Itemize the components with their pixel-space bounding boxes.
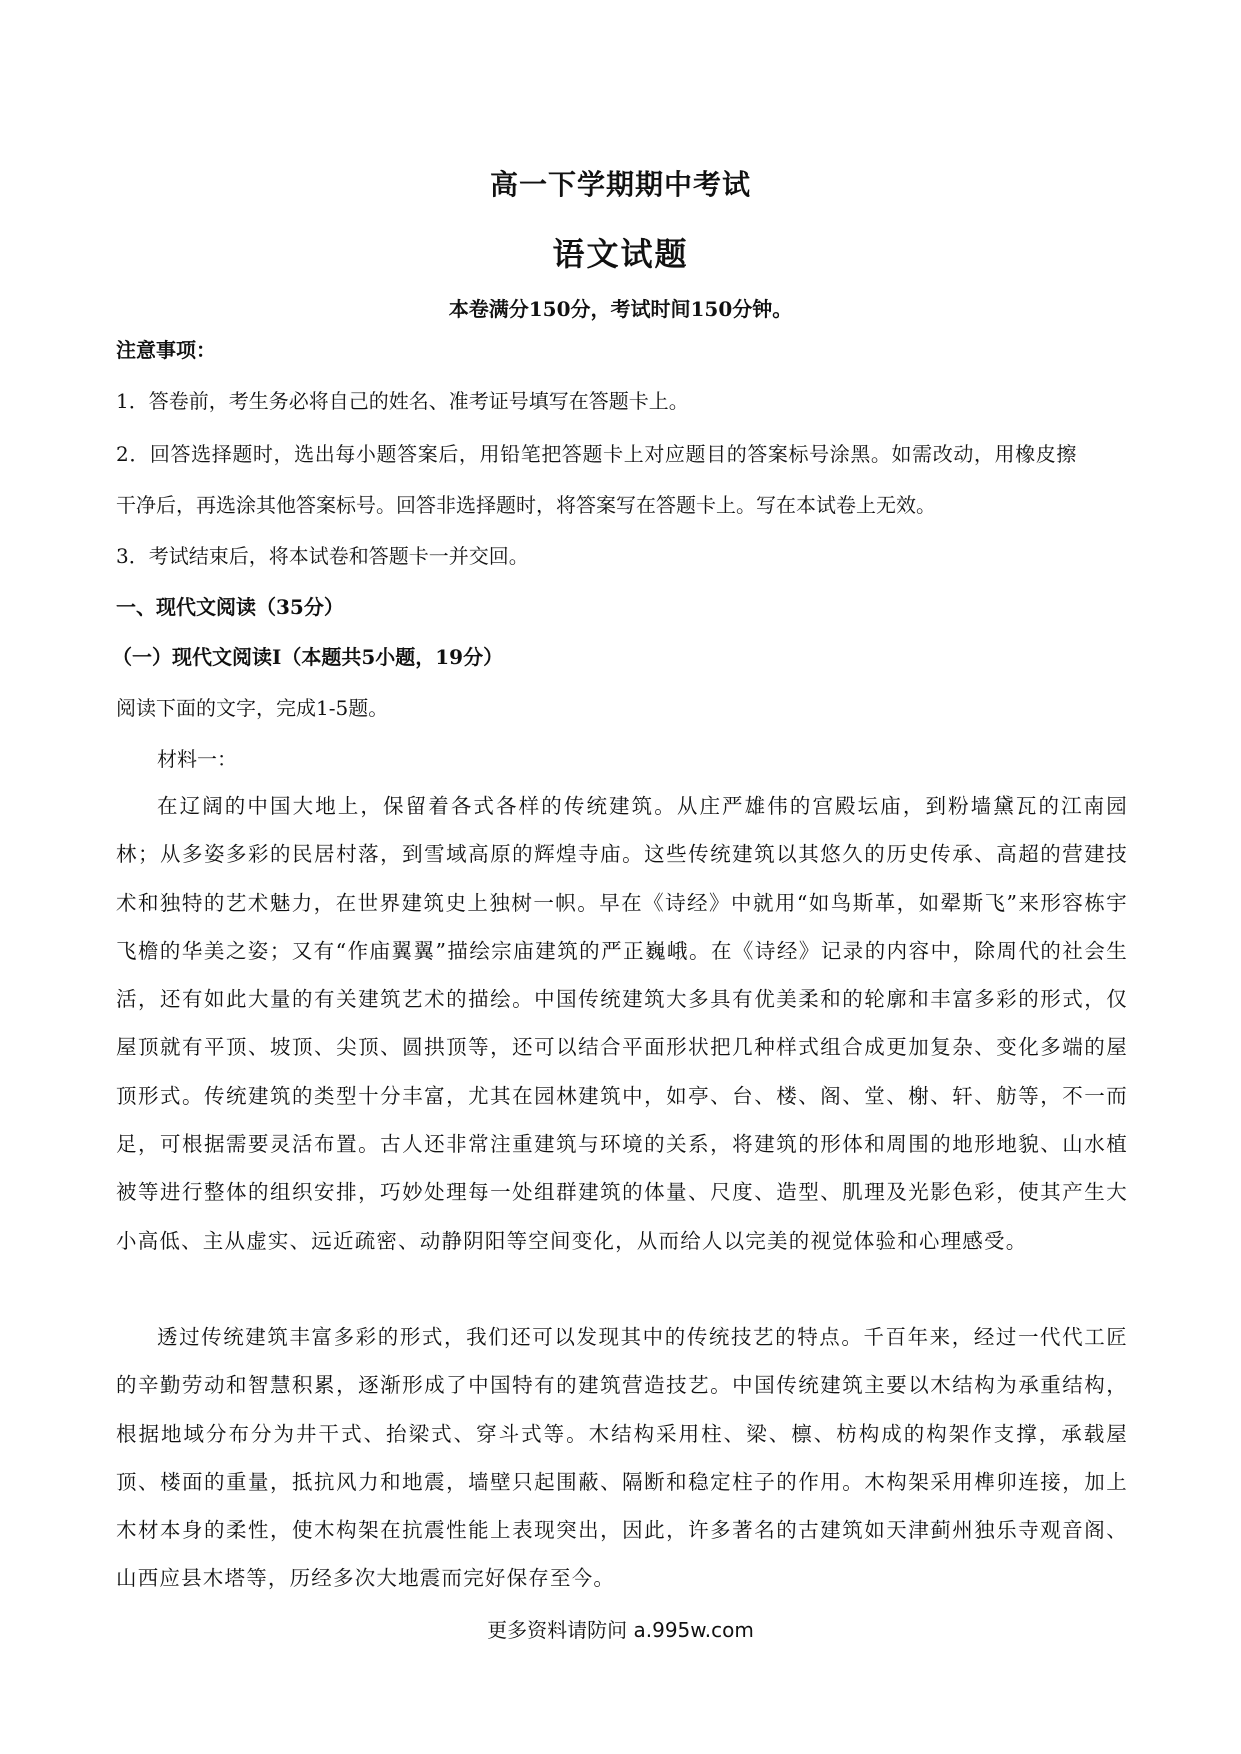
notes-heading: 注意事项： [116, 338, 216, 362]
note-item-2-continued: 干净后，再选涂其他答案标号。回答非选择题时，将答案写在答题卡上。写在本试卷上无效。 [116, 493, 936, 517]
material-label: 材料一： [157, 747, 237, 771]
subsection-title: （一）现代文阅读Ⅰ（本题共5小题，19分） [112, 645, 504, 669]
paragraph-1: 在辽阔的中国大地上，保留着各式各样的传统建筑。从庄严雄伟的宫殿坛庙，到粉墙黛瓦的江南园林；从多姿多彩的民居村落，到雪域高原的辉煌寺庙。这些传统建筑以其悠久的历史传承、高超的营建技术和独特的艺术魅力，在世界建筑史上独树一帜。早在《诗经》中就用“如鸟斯革，如翚斯飞”来形容栋宇飞檐的华美之姿；又有“作庙翼翼”描绘宗庙建筑的严正巍峨。在《诗经》记录的内容中，除周代的社会生活，还有如此大量的有关建筑艺术的描绘。中国传统建筑大多具有优美柔和的轮廓和丰富多彩的形式，仅屋顶就有平顶、坡顶、尖顶、圆拱顶等，还可以结合平面形状把几种样式组合成更加复杂、变化多端的屋顶形式。传统建筑的类型十分丰富，尤其在园林建筑中，如亭、台、楼、阁、堂、榭、轩、舫等，不一而足，可根据需要灵活布置。古人还非常注重建筑与环境的关系，将建筑的形体和周围的地形地貌、山水植被等进行整体的组织安排，巧妙处理每一处组群建筑的体量、尺度、造型、肌理及光影色彩，使其产生大小高低、主从虚实、远近疏密、动静阴阳等空间变化，从而给人以完美的视觉体验和心理感受。 [116, 794, 1128, 1253]
note-item-3: 3．考试结束后，将本试卷和答题卡一并交回。 [116, 544, 529, 568]
reading-instruction: 阅读下面的文字，完成1-5题。 [116, 696, 389, 720]
paragraph-2: 透过传统建筑丰富多彩的形式，我们还可以发现其中的传统技艺的特点。千百年来，经过一代代工匠的辛勤劳动和智慧积累，逐渐形成了中国特有的建筑营造技艺。中国传统建筑主要以木结构为承重结构，根据地域分布分为井干式、抬梁式、穿斗式等。木结构采用柱、梁、檩、枋构成的构架作支撑，承载屋顶、楼面的重量，抵抗风力和地震，墙壁只起围蔽、隔断和稳定柱子的作用。木构架采用榫卯连接，加上木材本身的柔性，使木构架在抗震性能上表现突出，因此，许多著名的古建筑如天津蓟州独乐寺观音阁、山西应县木塔等，历经多次大地震而完好保存至今。 [116, 1325, 1128, 1591]
section-title: 一、现代文阅读（35分） [116, 595, 344, 619]
exam-info: 本卷满分150分，考试时间150分钟。 [448, 297, 793, 321]
note-item-1: 1．答卷前，考生务必将自己的姓名、准考证号填写在答题卡上。 [116, 389, 689, 413]
footer-link-text: 更多资料请防问 a.995w.com [487, 1618, 754, 1642]
exam-title: 高一下学期期中考试 [489, 168, 751, 201]
note-item-2: 2．回答选择题时，选出每小题答案后，用铅笔把答题卡上对应题目的答案标号涂黑。如需改动，用橡皮擦 [116, 442, 1077, 466]
subject-title: 语文试题 [552, 235, 689, 273]
